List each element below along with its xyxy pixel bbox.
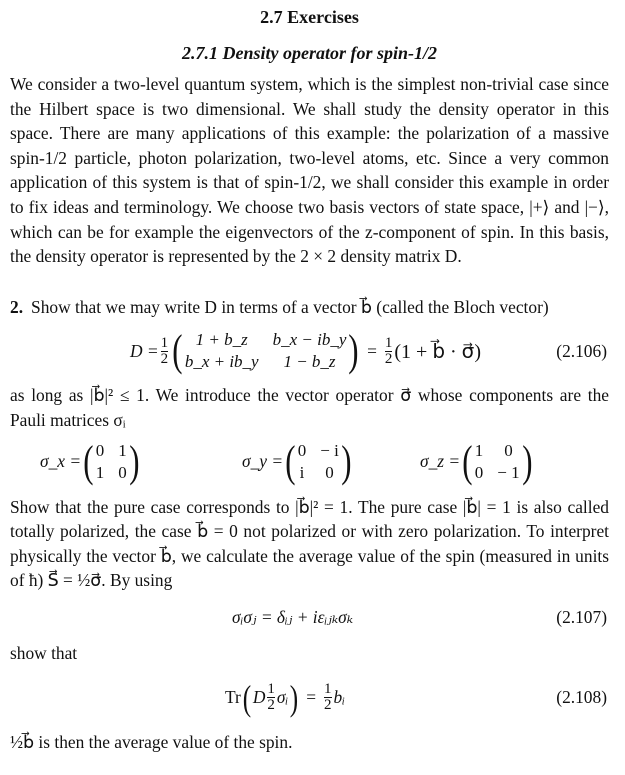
half-fraction: $\frac{1}{2}$ bbox=[160, 334, 169, 367]
subsection-title: 2.7.1 Density operator for spin-1/2 bbox=[181, 43, 437, 63]
question-2-text: Show that we may write D in terms of a vector b⃗ (called the Bloch vector) bbox=[31, 296, 549, 317]
bloch-form: (1 + b⃗ · σ⃗) bbox=[394, 340, 482, 363]
eq-lhs: D = bbox=[130, 340, 159, 361]
density-matrix: 1 + b_z b_x − ib_y b_x + ib_y 1 − b_z bbox=[184, 330, 347, 372]
equation-2-106: D = $\frac{1}{2}$ ( 1 + b_z b_x − ib_y b_x + ib_y 1 − b_z ) = $\frac{1}{2}$ (1 + b⃗ · σ⃗) (2.106) bbox=[10, 319, 609, 383]
equation-2-108: Tr ( D $\frac{1}{2}$ σᵢ ) = $\frac{1}{2}$ bᵢ (2.108) bbox=[225, 677, 607, 718]
section-title: 2.7 Exercises bbox=[260, 7, 359, 27]
pauli-z: σ_z = ( 1 0 0 − 1 ) bbox=[420, 436, 533, 486]
pauli-x: σ_x = ( 0 1 1 0 ) bbox=[40, 436, 140, 486]
equation-tag: (2.106) bbox=[556, 340, 607, 361]
intro-paragraph: We consider a two-level quantum system, which is the simplest non-trivial case since the Hilbert space is two dimensional. We shall study the density operator in this space. There are many applications of this example: the polarization of a massive spin-1/2 particle, photon polarization, two-level atoms, etc. Since a very common application of this system is that of spin-1/2, we shall consider this example in order to fix ideas and terminology. We choose two basis vectors of state space, |+⟩ and |−⟩, which can be for example the eigenvectors of the z-component of spin. In this basis, the density operator is represented by the 2 × 2 density matrix D. bbox=[10, 74, 609, 267]
question-2 bbox=[10, 295, 609, 320]
pauli-y: σ_y = ( 0 − i i 0 ) bbox=[242, 436, 352, 486]
pure-case-paragraph: Show that the pure case corresponds to |b⃗|² = 1. The pure case |b⃗| = 1 is also called totally polarized, the case b⃗ = 0 not polarized or with zero polarization. To interpret physically the vector b⃗, we calculate the average value of the spin (measured in units of ħ) S⃗ = ½σ⃗. By using bbox=[10, 496, 609, 591]
pauli-matrices bbox=[10, 433, 609, 491]
exercise-page bbox=[10, 0, 609, 754]
conclusion-text: ½b⃗ is then the average value of the spin. bbox=[10, 731, 293, 752]
question-number: 2. bbox=[10, 296, 24, 317]
show-that-text: show that bbox=[10, 642, 78, 663]
condition-text: as long as |b⃗|² ≤ 1. We introduce the vector operator σ⃗ whose components are the Pauli matrices σᵢ bbox=[10, 385, 609, 430]
equation-2-107: σᵢσⱼ = δᵢⱼ + iεᵢⱼₖσₖ (2.107) bbox=[232, 607, 607, 628]
